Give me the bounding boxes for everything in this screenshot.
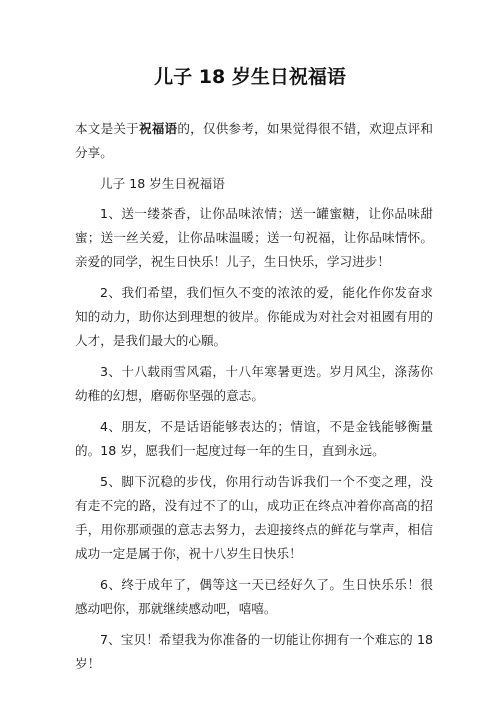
blessing-paragraph-6: 6、终于成年了，偶等这一天已经好久了。生日快乐乐！很感动吧你，那就继续感动吧，嘻嘻。 [75,577,433,616]
document-body [75,117,433,683]
intro-paragraph [75,117,433,165]
blessing-paragraph-7: 7、宝贝！希望我为你准备的一切能让你拥有一个难忘的 18 岁！ [75,632,433,671]
section-subtitle: 儿子 18 岁生日祝福语 [100,176,225,191]
blessing-paragraph-2: 2、我们希望，我们恒久不变的浓浓的爱，能化作你发奋求知的动力，助你达到理想的彼岸。你能成为对社会对祖國有用的人才，是我们最大的心願。 [75,285,433,348]
document-title: 儿子 18 岁生日祝福语 [154,66,346,88]
intro-prefix: 本文是关于 [75,121,139,136]
intro-suffix: 的，仅供参考，如果觉得很不错，欢迎点评和分享。 [75,121,434,160]
blessing-paragraph-5: 5、脚下沉稳的步伐，你用行动告诉我们一个不变之理，没有走不完的路，没有过不了的山，成功正在终点冲着你高高的招手，用你那顽强的意志去努力，去迎接终点的鲜花与掌声，相信成功一定是属于你，祝十八岁生日快乐！ [75,474,433,561]
intro-keyword: 祝福语 [138,121,178,136]
blessing-paragraph-4: 4、朋友，不是话语能够表达的；情谊，不是金钱能够衡量的。18 岁，愿我们一起度过每一年的生日，直到永远。 [75,419,433,458]
blessing-paragraph-3: 3、十八载雨雪风霜，十八年寒暑更迭。岁月风尘，涤荡你幼稚的幻想，磨砺你坚强的意志。 [75,364,433,403]
blessing-paragraph-1: 1、送一缕茶香，让你品味浓情；送一罐蜜糖，让你品味甜蜜；送一丝关爱，让你品味温暖；送一句祝福，让你品味情怀。亲爱的同学，祝生日快乐！儿子，生日快乐，学习进步！ [75,206,433,269]
